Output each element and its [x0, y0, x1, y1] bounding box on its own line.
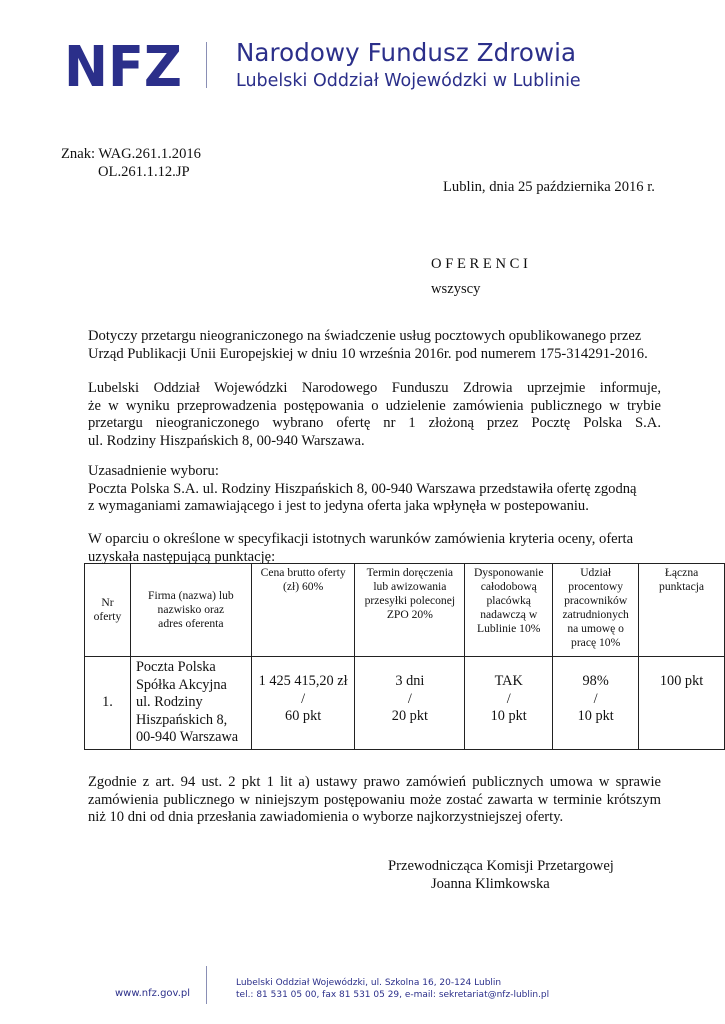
paragraph-decision	[88, 380, 661, 450]
org-branch: Lubelski Oddział Wojewódzki w Lublinie	[236, 71, 581, 91]
recipient-line-1: O F E R E N C I	[431, 256, 528, 272]
signature-name: Joanna Klimkowska	[431, 876, 550, 892]
paragraph-line: że w wyniku przeprowadzenia postępowania o udzielenie zamówienia publicznego w trybie	[88, 397, 661, 414]
paragraph-legal-basis	[88, 774, 661, 827]
org-name: Narodowy Fundusz Zdrowia	[236, 38, 577, 67]
cell-offer-number: 1.	[85, 657, 131, 750]
recipient-line-2: wszyscy	[431, 281, 481, 297]
footer-website[interactable]: www.nfz.gov.pl	[115, 988, 190, 999]
paragraph-line: Zgodnie z art. 94 ust. 2 pkt 1 lit a) ustawy prawo zamówień publicznych umowa w sprawie	[88, 774, 661, 790]
paragraph-line: W oparciu o określone w specyfikacji istotnych warunków zamówienia kryteria oceny, oferta	[88, 531, 634, 547]
paragraph-line: Lubelski Oddział Wojewódzki Narodowego Funduszu Zdrowia uprzejmie informuje,	[88, 380, 661, 396]
paragraph-line: ul. Rodziny Hiszpańskich 8, 00-940 Warszawa.	[88, 432, 365, 449]
cell-total-score: 100 pkt	[639, 657, 725, 750]
cell-facility: TAK / 10 pkt	[465, 657, 553, 750]
paragraph-line: Uzasadnienie wyboru:	[88, 463, 219, 479]
paragraph-line: zamówienia publicznego w niniejszym postępowaniu może zostać zawarta w terminie krótszym	[88, 791, 661, 808]
cell-price: 1 425 415,20 zł / 60 pkt	[251, 657, 355, 750]
paragraph-criteria	[88, 531, 633, 566]
footer-address-block	[236, 977, 549, 1001]
header-price: Cena brutto oferty (zł) 60%	[251, 564, 355, 657]
place-date: Lublin, dnia 25 października 2016 r.	[443, 179, 655, 195]
paragraph-line: niż 10 dni od dnia przesłania zawiadomienia o wyborze najkorzystniejszej oferty.	[88, 809, 564, 825]
scores-table	[84, 563, 725, 750]
footer-divider	[206, 966, 207, 1004]
header-divider	[206, 42, 207, 88]
cell-delivery-term: 3 dni / 20 pkt	[355, 657, 465, 750]
header-staff-share: Udział procentowy pracowników zatrudnionych na umowę o pracę 10%	[553, 564, 639, 657]
footer-address: Lubelski Oddział Wojewódzki, ul. Szkolna 16, 20-124 Lublin	[236, 978, 502, 988]
paragraph-line: Dotyczy przetargu nieograniczonego na świadczenie usług pocztowych opublikowanego przez	[88, 328, 642, 344]
header-offer-number: Nr oferty	[85, 564, 131, 657]
paragraph-line: z wymaganiami zamawiającego i jest to jedyna oferta jaka wpłynęła w postepowaniu.	[88, 498, 589, 514]
paragraph-justification	[88, 463, 637, 516]
cell-firm: Poczta Polska Spółka Akcyjna ul. Rodziny Hiszpańskich 8, 00-940 Warszawa	[130, 657, 251, 750]
paragraph-line: Urząd Publikacji Unii Europejskiej w dniu 10 września 2016r. pod numerem 175-314291-2016.	[88, 345, 648, 362]
cell-staff-share: 98% / 10 pkt	[553, 657, 639, 750]
footer-contact: tel.: 81 531 05 00, fax 81 531 05 29, e-mail: sekretariat@nfz-lublin.pl	[236, 990, 550, 1000]
paragraph-subject	[88, 328, 648, 363]
paragraph-line: przetargu nieograniczonego wybrano ofertę nr 1 złożoną przez Pocztę Polska S.A.	[88, 415, 661, 431]
signature-title: Przewodnicząca Komisji Przetargowej	[388, 858, 614, 874]
reference-line-1: Znak: WAG.261.1.2016	[61, 146, 201, 162]
reference-line-2: OL.261.1.12.JP	[98, 164, 190, 180]
header-delivery-term: Termin doręczenia lub awizowania przesyłki poleconej ZPO 20%	[355, 564, 465, 657]
nfz-logo	[64, 38, 184, 90]
table-header-row	[85, 564, 725, 657]
header-facility: Dysponowanie całodobową placówką nadawczą w Lublinie 10%	[465, 564, 553, 657]
header-firm: Firma (nazwa) lub nazwisko oraz adres oferenta	[130, 564, 251, 657]
nfz-logo-text: NFZ	[64, 38, 182, 90]
header-total-score: Łączna punktacja	[639, 564, 725, 657]
paragraph-line: Poczta Polska S.A. ul. Rodziny Hiszpańskich 8, 00-940 Warszawa przedstawiła ofertę zgodną	[88, 480, 637, 497]
table-row	[85, 657, 725, 750]
paragraph-line: uzyskała następującą punktację:	[88, 548, 276, 565]
